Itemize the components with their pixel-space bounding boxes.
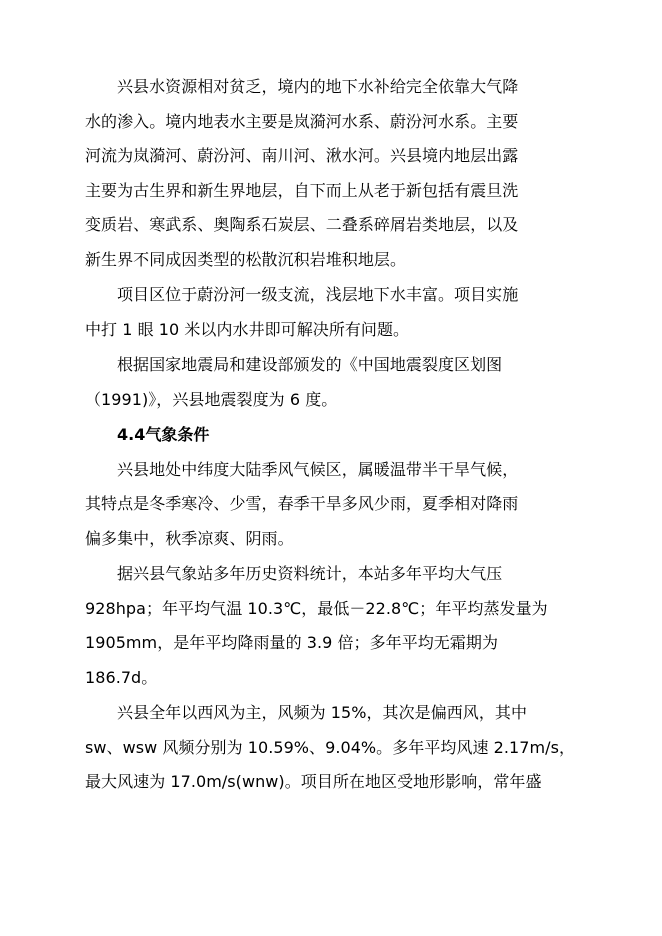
text-line: 兴县全年以西风为主，风频为 15%，其次是偏西风，其中 — [117, 703, 527, 722]
text-line: 水的渗入。境内地表水主要是岚漪河水系、蔚汾河水系。主要 — [85, 111, 519, 131]
text-line: 兴县地处中纬度大陆季风气候区，属暖温带半干旱气候， — [117, 459, 519, 479]
section-heading: 4.4气象条件 — [117, 425, 210, 444]
text-line: 根据国家地震局和建设部颁发的《中国地震裂度区划图 — [117, 355, 503, 374]
text-line: （1991)》，兴县地震裂度为 6 度。 — [85, 389, 338, 409]
text-line: 据兴县气象站多年历史资料统计，本站多年平均大气压 — [117, 564, 503, 583]
text-line: 中打 1 眼 10 米以内水井即可解决所有问题。 — [85, 319, 410, 339]
paragraph-statistics — [85, 557, 575, 695]
text-line: 186.7d。 — [85, 667, 158, 687]
text-line: 其特点是冬季寒冷、少雪，春季干旱多风少雨，夏季相对降雨 — [85, 494, 519, 513]
text-line: 最大风速为 17.0m/s(wnw)。项目所在地区受地形影响，常年盛 — [85, 772, 542, 791]
text-line: 变质岩、寒武系、奥陶系石炭层、二叠系碎屑岩类地层，以及 — [85, 215, 519, 234]
document-body — [85, 70, 575, 801]
text-line: 偏多集中，秋季凉爽、阴雨。 — [85, 528, 294, 548]
text-line: 兴县水资源相对贫乏，境内的地下水补给完全依靠大气降 — [117, 77, 519, 96]
paragraph-climate — [85, 453, 575, 557]
text-line: 河流为岚漪河、蔚汾河、南川河、湫水河。兴县境内地层出露 — [85, 146, 519, 165]
text-line: 项目区位于蔚汾河一级支流，浅层地下水丰富。项目实施 — [117, 285, 519, 304]
paragraph-water-resources — [85, 70, 575, 277]
text-line: sw、wsw 风频分别为 10.59%、9.04%。多年平均风速 2.17m/s， — [85, 737, 576, 757]
paragraph-groundwater — [85, 278, 575, 347]
text-line: 新生界不同成因类型的松散沉积岩堆积地层。 — [85, 249, 407, 269]
paragraph-seismic — [85, 348, 575, 417]
text-line: 1905mm，是年平均降雨量的 3.9 倍；多年平均无霜期为 — [85, 633, 499, 652]
paragraph-wind — [85, 696, 575, 800]
text-line: 主要为古生界和新生界地层，自下而上从老于新包括有震旦洗 — [85, 180, 519, 200]
text-line: 928hpa；年平均气温 10.3℃，最低－22.8℃；年平均蒸发量为 — [85, 598, 548, 618]
